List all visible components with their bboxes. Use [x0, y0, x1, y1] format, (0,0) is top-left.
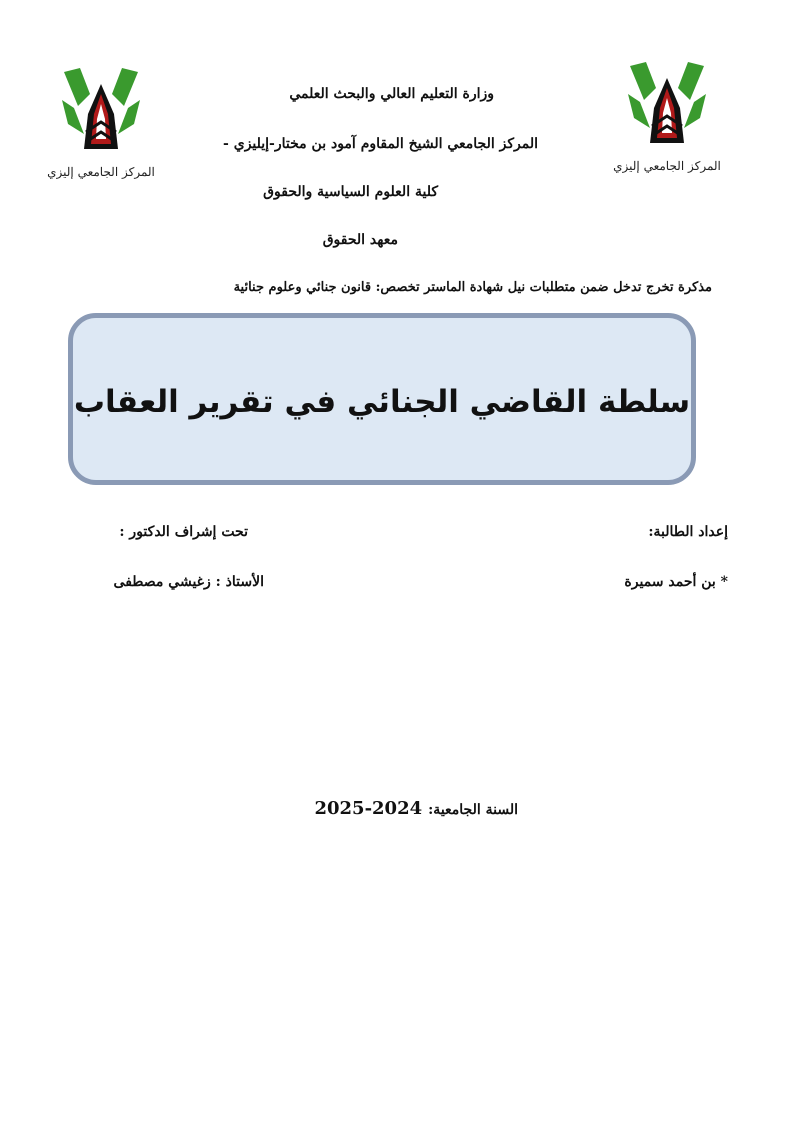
- year-label: السنة الجامعية:: [428, 802, 518, 818]
- memo-line: مذكرة تخرج تدخل ضمن متطلبات نيل شهادة الماستر تخصص: قانون جنائي وعلوم جنائية: [233, 280, 712, 295]
- university-logo-right: [613, 58, 721, 183]
- thesis-title: سلطة القاضي الجنائي في تقرير العقاب: [73, 384, 691, 420]
- logo-emblem: [628, 62, 706, 143]
- university-logo-left: [47, 64, 155, 189]
- title-box: [68, 313, 696, 485]
- institute-line: معهد الحقوق: [322, 232, 398, 248]
- ministry-line: وزارة التعليم العالي والبحث العلمي: [289, 86, 494, 102]
- logo-caption: المركز الجامعي إليزي: [613, 159, 721, 173]
- student-label: إعداد الطالبة:: [648, 524, 728, 540]
- logo-caption: المركز الجامعي إليزي: [47, 165, 155, 179]
- student-name: * بن أحمد سميرة: [624, 574, 728, 590]
- supervisor-label: تحت إشراف الدكتور :: [119, 524, 248, 540]
- faculty-line: كلية العلوم السياسية والحقوق: [263, 184, 438, 200]
- academic-year: [314, 798, 518, 819]
- year-value: 2025-2024: [314, 798, 423, 819]
- logo-emblem: [62, 68, 140, 149]
- center-line: المركز الجامعي الشيخ المقاوم آمود بن مختار-إيليزي -: [223, 136, 538, 152]
- supervisor-name: الأستاذ : زغيشي مصطفى: [113, 574, 264, 590]
